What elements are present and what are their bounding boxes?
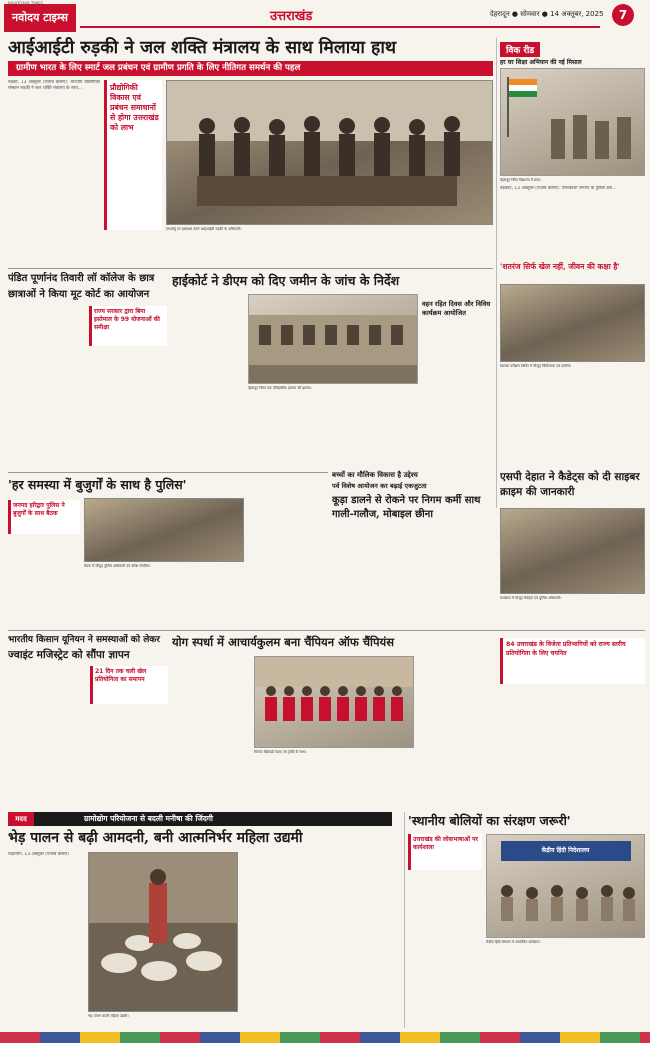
lead-pullquote-box	[104, 80, 162, 230]
story3-photo	[248, 294, 418, 384]
story11-headline: भेड़ पालन से बढ़ी आमदनी, बनी आत्मनिर्भर महिला उद्यमी	[8, 830, 303, 846]
story9-headline: योग स्पर्धा में आचार्यकुलम बना चैंपियन ऑफ चैंपियंस	[172, 635, 394, 649]
kicker-camp-caption: स्वास्थ्य परीक्षण शिविर में मौजूद चिकित्सक एवं ग्रामीण।	[500, 364, 572, 368]
page-dateline: देहरादून ● सोमवार ● 14 अक्तूबर, 2025	[490, 10, 604, 18]
story12-box-title: उत्तराखंड की लोकभाषाओं पर कार्यशाला	[413, 836, 479, 851]
story4-subhead: वहन रहित दिवस और विविध कार्यक्रम आयोजित	[422, 300, 491, 317]
story8-body-col2	[90, 708, 168, 806]
kicker-tab: विक रीड	[500, 42, 540, 57]
lead-dateline: रुड़की, 13 अक्तूबर (पंजाब केसरी): भारतीय प्रौद्योगिकी संस्थान रुड़की ने जल शक्ति मंत्रालय के साथ...	[8, 80, 100, 91]
story10-body	[500, 690, 645, 806]
section-rule	[8, 630, 645, 631]
lead-body-col3	[166, 236, 246, 268]
page-number: 7	[612, 4, 634, 26]
story3-body-col2	[248, 394, 332, 468]
story12-box	[408, 834, 482, 870]
team-illustration	[255, 657, 413, 747]
story6-body	[332, 526, 494, 628]
band-tag: मदद	[8, 812, 34, 826]
story2-box	[89, 306, 167, 346]
story3-body-col3	[336, 394, 418, 468]
story12-photo	[486, 834, 645, 938]
story11-body-col3	[324, 852, 400, 1028]
story2-box-title: राज्य सरकार द्वारा बिना इस्तेमाल के 99 योजनाओं की समीक्षा	[94, 308, 160, 331]
lead-body-col1	[8, 80, 100, 268]
story12-photo-caption: केंद्रीय हिंदी संस्थान में आयोजित कार्यक्रम।	[486, 940, 541, 944]
section-title: उत्तराखंड	[270, 9, 313, 24]
story5-body-col3	[166, 572, 244, 628]
story5-box-title: जनपद हरिद्वार पुलिस ने बुजुर्गों के साथ बैठक	[13, 502, 65, 517]
story12-banner: केंद्रीय हिंदी निदेशालय	[501, 841, 631, 861]
lead-body-col6	[418, 80, 493, 268]
lead-photo-caption: एमओयू पर हस्ताक्षर करते आईआईटी रुड़की के अधिकारी।	[166, 227, 242, 231]
story12-body-col4	[569, 948, 645, 1028]
story12-headline: 'स्थानीय बोलियों का संरक्षण जरूरी'	[408, 813, 571, 828]
story5-body-col2	[84, 572, 162, 628]
story11-body-col2	[242, 852, 320, 1028]
story11-photo	[88, 852, 238, 1012]
lead-pullquote: प्रौद्योगिकी विकास एवं प्रबंधन समाधानों से होगा उत्तराखंड को लाभ	[110, 83, 159, 132]
flag-illustration	[501, 69, 644, 175]
kicker-photo	[500, 68, 645, 176]
story3-headline: हाईकोर्ट ने डीएम को दिए जमीन के जांच के निर्देश	[172, 273, 400, 288]
story5-headline: 'हर समस्या में बुजुर्गों के साथ है पुलिस'	[8, 477, 187, 492]
story5-photo-caption: बैठक में मौजूद पुलिस अधिकारी एवं वरिष्ठ नागरिक।	[84, 564, 151, 568]
kicker-camp-body	[500, 372, 645, 462]
story9-body-col1	[172, 656, 250, 806]
story6-headline: पर्व विशेष आयोजन कर बढ़ाई एकजुटता	[332, 482, 427, 490]
story11-dateline: रुद्रप्रयाग, 13 अक्तूबर (पंजाब केसरी)	[8, 852, 69, 857]
story11-photo-caption: भेड़ पालन करती महिला उद्यमी।	[88, 1014, 129, 1018]
story9-photo	[254, 656, 414, 748]
kicker-body	[500, 186, 645, 258]
kicker-photo-caption: देहरादून स्थित विद्यालय में छात्र।	[500, 178, 541, 182]
section-rule	[8, 268, 493, 269]
story8-headline-line2: ज्वाइंट मजिस्ट्रेट को सौंपा ज्ञापन	[8, 649, 130, 661]
story5-box	[8, 500, 80, 534]
story4-lead-body	[422, 270, 494, 300]
story10-box-title: 84 उत्तराखंड के विजेता प्रतिभागियों को राज्य स्तरीय प्रतियोगिता के लिए चयनित	[506, 641, 626, 657]
story8-body-col1	[8, 666, 86, 806]
building-illustration	[249, 295, 417, 383]
audience-illustration	[487, 861, 644, 931]
story7-photo-caption: कार्यक्रम में मौजूद कैडेट्स एवं पुलिस अधिकारी।	[500, 596, 562, 600]
lead-body-col4	[250, 236, 330, 268]
story7-photo	[500, 508, 645, 594]
kicker-quote-headline: 'शतरंज सिर्फ खेल नहीं, जीवन की कक्षा है'	[500, 262, 620, 271]
lead-body-col5	[334, 236, 414, 268]
story9-body-col3	[336, 758, 414, 806]
story11-body-col1	[8, 852, 84, 1028]
story12-body-col1	[408, 874, 482, 906]
sheep-illustration	[89, 853, 237, 1011]
story6-subhead: कूड़ा डालने से रोकने पर निगम कर्मी साथ गाली-गलौज, मोबाइल छीना	[332, 495, 481, 520]
band-title: ग्रामोद्योग परियोजना से बदली मनीषा की जिंदगी	[34, 812, 392, 826]
story2-headline-line1: पंडित पूर्णानंद तिवारी लॉ कॉलेज के छात्र	[8, 273, 155, 284]
story4-body	[422, 322, 494, 468]
story9-body-col4	[418, 656, 494, 806]
lead-subhead: ग्रामीण भारत के लिए स्मार्ट जल प्रबंधन एवं ग्रामीण प्रगति के लिए नीतिगत समर्थन की पहल	[8, 61, 493, 76]
story3-photo-caption: देहरादून स्थित एक ऐतिहासिक इमारत की झलक।	[248, 386, 312, 390]
story9-body-col2	[254, 758, 332, 806]
kicker-title: हर घर शिक्षा अभियान की नई मिसाल	[500, 59, 582, 66]
lead-headline: आईआईटी रुड़की ने जल शक्ति मंत्रालय के साथ मिलाया हाथ	[8, 38, 397, 58]
story5-photo	[84, 498, 244, 562]
story7-headline: एसपी देहात ने कैडेट्स को दी साइबर क्राइम की जानकारी	[500, 471, 640, 498]
story12-body-col2	[408, 948, 486, 1028]
story12-body-col3	[490, 948, 565, 1028]
column-rule	[496, 38, 497, 508]
lead-body-col2	[104, 232, 162, 268]
story3-body-col1	[172, 294, 244, 468]
story10-box	[500, 638, 645, 684]
story2-body-col1	[8, 306, 85, 468]
story8-headline-line1: भारतीय किसान यूनियन ने समस्याओं को लेकर	[8, 635, 160, 645]
footer-color-bar	[0, 1032, 650, 1043]
story5-body-col1	[8, 538, 80, 628]
story2-headline-line2: छात्राओं ने किया मूट कोर्ट का आयोजन	[8, 289, 150, 300]
story8-box-title: 21 दिन तक चली खेल प्रतियोगिता का समापन	[95, 668, 147, 683]
kicker-dateline: बड़कोट, 13 अक्तूबर (पंजाब केसरी): उत्तरकाशी जनपद के पुरोला क्षेत्र...	[500, 186, 617, 191]
column-rule	[404, 812, 405, 1028]
story9-photo-caption: विजेता खिलाड़ी पदक एवं ट्रॉफी के साथ।	[254, 750, 307, 754]
story2-body-col2	[89, 350, 167, 468]
kicker-camp-photo	[500, 284, 645, 362]
story4-headline: बच्चों का मौलिक विकास है उद्देश्य	[332, 470, 418, 479]
section-rule	[8, 472, 328, 473]
story8-box	[90, 666, 168, 704]
newspaper-masthead: नवोदय टाइम्स	[4, 4, 76, 32]
story5-body-col4	[248, 498, 328, 628]
header-rule	[80, 26, 600, 28]
